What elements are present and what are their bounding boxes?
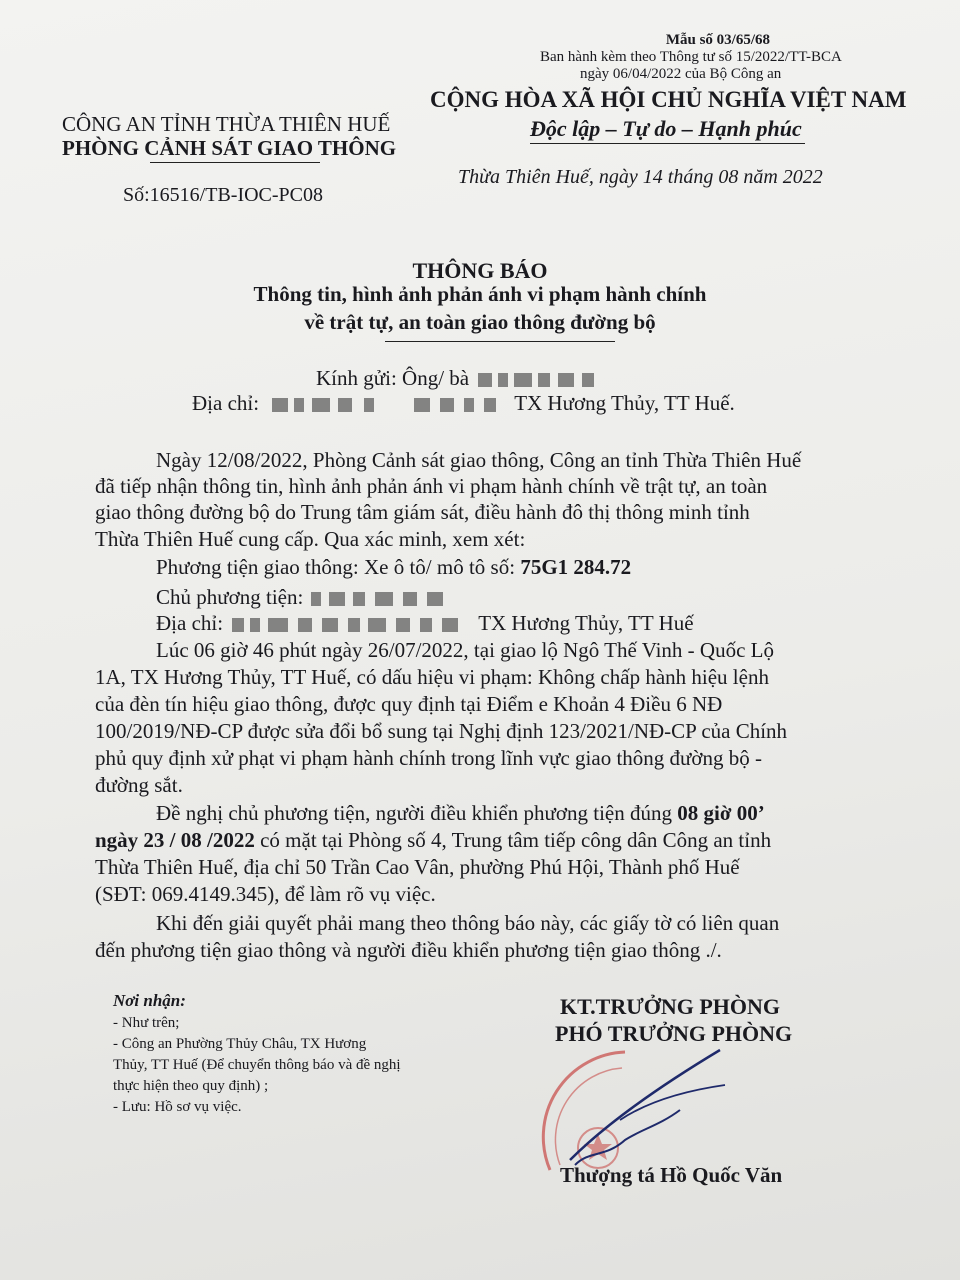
- redacted-owner-address: [228, 618, 473, 632]
- signature-title-1: KT.TRƯỞNG PHÒNG: [560, 994, 780, 1019]
- recipient-3: - Lưu: Hồ sơ vụ việc.: [113, 1099, 242, 1115]
- owner-label: Chủ phương tiện:: [156, 585, 304, 609]
- motto: Độc lập – Tự do – Hạnh phúc: [530, 116, 802, 141]
- signer-name: Thượng tá Hồ Quốc Văn: [560, 1163, 783, 1187]
- recipients-title: Nơi nhận:: [113, 991, 186, 1010]
- body-p1-line4: Thừa Thiên Huế cung cấp. Qua xác minh, xem xét:: [95, 527, 526, 551]
- owner-address-line: [156, 611, 694, 636]
- recipient-1: - Như trên;: [113, 1015, 180, 1031]
- body-p1-line2: đã tiếp nhận thông tin, hình ảnh phản ánh vi phạm hành chính về trật tự, an toàn: [95, 474, 768, 498]
- body-p1-line3: giao thông đường bộ do Trung tâm giám sát, điều hành đô thị thông minh tỉnh: [95, 500, 750, 524]
- form-note: Ban hành kèm theo Thông tư số 15/2022/TT-BCA: [540, 49, 842, 65]
- redacted-name: [474, 373, 604, 387]
- country-name: CỘNG HÒA XÃ HỘI CHỦ NGHĨA VIỆT NAM: [430, 87, 907, 112]
- body-p4-line1: Khi đến giải quyết phải mang theo thông báo này, các giấy tờ có liên quan: [156, 911, 780, 935]
- body-p1-line1: Ngày 12/08/2022, Phòng Cảnh sát giao thông, Công an tỉnh Thừa Thiên Huế: [156, 448, 802, 472]
- document-number: Số:16516/TB-IOC-PC08: [123, 184, 324, 206]
- body-p3-line1: [156, 801, 765, 826]
- redacted-address: [264, 398, 509, 412]
- body-p4-line2: đến phương tiện giao thông và người điều khiển phương tiện giao thông ./.: [95, 938, 722, 962]
- recipient-2: - Công an Phường Thủy Châu, TX Hương: [113, 1036, 367, 1052]
- redacted-owner: [309, 592, 449, 606]
- address-suffix: TX Hương Thủy, TT Huế.: [514, 391, 735, 415]
- agency-parent: CÔNG AN TỈNH THỪA THIÊN HUẾ: [62, 112, 391, 136]
- body-p2-line3: của đèn tín hiệu giao thông, được quy định tại Điểm e Khoản 4 Điều 6 NĐ: [95, 692, 723, 716]
- addressee-greeting: Kính gửi: Ông/ bà: [316, 366, 470, 390]
- motto-underline: [530, 143, 805, 144]
- appointment-date: ngày 23 / 08 /2022: [95, 828, 255, 852]
- owner-line: [156, 585, 449, 610]
- p3-text-2: có mặt tại Phòng số 4, Trung tâm tiếp công dân Công an tỉnh: [260, 828, 772, 852]
- place-date: Thừa Thiên Huế, ngày 14 tháng 08 năm 2022: [458, 166, 823, 188]
- subtitle-underline: [385, 341, 615, 342]
- document-title: THÔNG BÁO: [412, 258, 548, 283]
- appointment-time: 08 giờ 00’: [677, 801, 765, 825]
- owner-address-suffix: TX Hương Thủy, TT Huế: [478, 611, 694, 635]
- form-code: Mẫu số 03/65/68: [665, 32, 770, 48]
- form-note-date: ngày 06/04/2022 của Bộ Công an: [580, 66, 782, 82]
- p3-text: Đề nghị chủ phương tiện, người điều khiển phương tiện đúng: [156, 801, 672, 825]
- signature-title-2: PHÓ TRƯỞNG PHÒNG: [555, 1021, 793, 1046]
- body-p2-line2: 1A, TX Hương Thủy, TT Huế, có dấu hiệu vi phạm: Không chấp hành hiệu lệnh: [95, 665, 769, 689]
- body-p2-line6: đường sắt.: [95, 773, 183, 797]
- document-subtitle-2: về trật tự, an toàn giao thông đường bộ: [304, 310, 656, 334]
- document-subtitle-1: Thông tin, hình ảnh phản ánh vi phạm hành chính: [253, 282, 707, 306]
- body-p3-line3: Thừa Thiên Huế, địa chỉ 50 Trần Cao Vân, phường Phú Hội, Thành phố Huế: [95, 855, 740, 879]
- body-p3-line2: [95, 828, 771, 853]
- body-p3-line4: (SĐT: 069.4149.345), để làm rõ vụ việc.: [95, 882, 436, 906]
- body-p2-line1: Lúc 06 giờ 46 phút ngày 26/07/2022, tại giao lộ Ngô Thế Vinh - Quốc Lộ: [156, 638, 774, 662]
- owner-address-label: Địa chỉ:: [156, 611, 224, 635]
- address-line: [192, 391, 735, 416]
- recipient-2-cont2: thực hiện theo quy định) ;: [113, 1078, 269, 1094]
- body-p2-line5: phủ quy định xử phạt vi phạm hành chính trong lĩnh vực giao thông đường bộ -: [95, 746, 763, 770]
- addressee-line: [316, 366, 604, 391]
- address-label: Địa chỉ:: [192, 391, 260, 415]
- agency-underline: [150, 162, 320, 163]
- agency-name: PHÒNG CẢNH SÁT GIAO THÔNG: [62, 136, 397, 160]
- vehicle-label: Phương tiện giao thông: Xe ô tô/ mô tô số:: [156, 555, 516, 579]
- vehicle-plate: 75G1 284.72: [520, 555, 632, 579]
- body-p2-line4: 100/2019/NĐ-CP được sửa đổi bổ sung tại Nghị định 123/2021/NĐ-CP của Chính: [95, 719, 788, 743]
- recipient-2-cont: Thủy, TT Huế (Để chuyển thông báo và đề nghị: [113, 1057, 401, 1073]
- vehicle-line: [156, 555, 631, 580]
